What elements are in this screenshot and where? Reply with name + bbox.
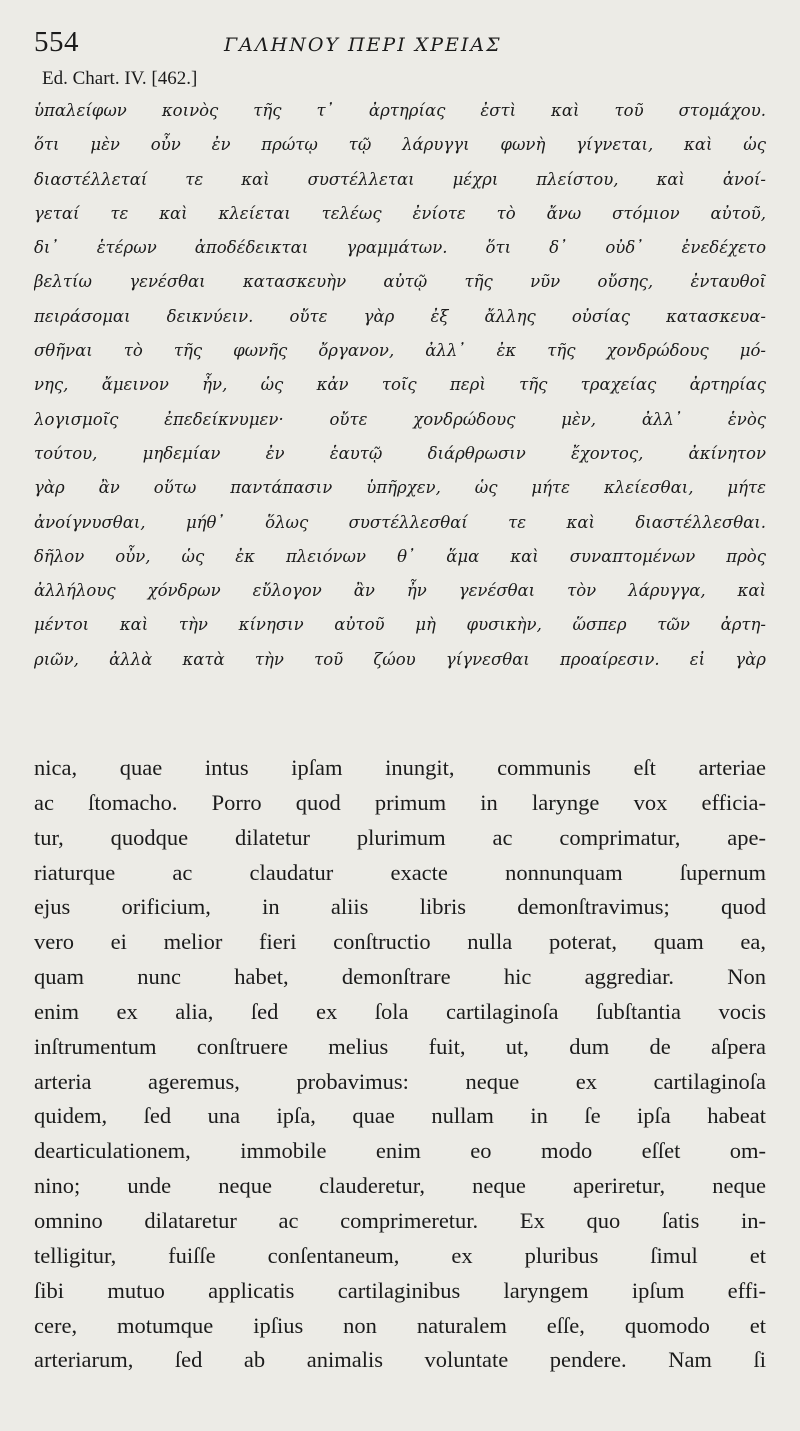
- greek-line: ριῶν, ἀλλὰ κατὰ τὴν τοῦ ζώου γίγνεσθαι προαίρεσιν. εἰ γὰρ: [34, 649, 766, 669]
- greek-line: διαστέλλεταί τε καὶ συστέλλεται μέχρι πλείστου, καὶ ἀνοί-: [34, 169, 766, 189]
- latin-line: enim ex alia, ſed ex ſola cartilaginoſa ſubſtantia vocis: [34, 998, 766, 1024]
- latin-line: nino; unde neque clauderetur, neque aperiretur, neque: [34, 1173, 766, 1199]
- greek-line: ἀλλήλους χόνδρων εὔλογον ἂν ἦν γενέσθαι τὸν λάρυγγα, καὶ: [34, 581, 766, 601]
- page-number: 554: [34, 26, 79, 58]
- latin-line: tur, quodque dilatetur plurimum ac comprimatur, ape-: [34, 824, 766, 850]
- latin-text-block: [34, 751, 766, 1378]
- greek-line: ἀνοίγνυσθαι, μήθ᾽ ὅλως συστέλλεσθαί τε καὶ διαστέλλεσθαι.: [34, 512, 766, 532]
- latin-line: inſtrumentum conſtruere melius fuit, ut, dum de aſpera: [34, 1033, 766, 1059]
- latin-line: quam nunc habet, demonſtrare hic aggrediar. Non: [34, 964, 766, 990]
- greek-line: μέντοι καὶ τὴν κίνησιν αὐτοῦ μὴ φυσικὴν, ὥσπερ τῶν ἀρτη-: [34, 615, 766, 635]
- latin-line: arteria ageremus, probavimus: neque ex cartilaginoſa: [34, 1068, 766, 1094]
- latin-line: vero ei melior fieri conſtructio nulla poterat, quam ea,: [34, 929, 766, 955]
- section-gap: [34, 677, 766, 751]
- greek-line: ὅτι μὲν οὖν ἐν πρώτῳ τῷ λάρυγγι φωνὴ γίγνεται, καὶ ὡς: [34, 135, 766, 155]
- greek-line: πειράσομαι δεικνύειν. οὔτε γὰρ ἐξ ἄλλης οὐσίας κατασκευα-: [34, 306, 766, 326]
- latin-line: dearticulationem, immobile enim eo modo eſſet om-: [34, 1138, 766, 1164]
- latin-line: omnino dilataretur ac comprimeretur. Ex quo ſatis in-: [34, 1208, 766, 1234]
- greek-line: βελτίω γενέσθαι κατασκευὴν αὐτῷ τῆς νῦν οὔσης, ἐνταυθοῖ: [34, 272, 766, 292]
- greek-line: γὰρ ἂν οὕτω παντάπασιν ὑπῆρχεν, ὡς μήτε κλείεσθαι, μήτε: [34, 478, 766, 498]
- latin-line: ſibi mutuo applicatis cartilaginibus laryngem ipſum effi-: [34, 1277, 766, 1303]
- edition-reference: Ed. Chart. IV. [462.]: [42, 68, 198, 89]
- latin-line: riaturque ac claudatur exacte nonnunquam ſupernum: [34, 859, 766, 885]
- running-title: ΓΑΛΗΝΟΥ ΠΕΡΙ ΧΡΕΙΑΣ: [224, 34, 502, 56]
- greek-line: δι᾽ ἑτέρων ἀποδέδεικται γραμμάτων. ὅτι δ᾽ οὐδ᾽ ἐνεδέχετο: [34, 238, 766, 258]
- greek-line: λογισμοῖς ἐπεδείκνυμεν· οὔτε χονδρώδους μὲν, ἀλλ᾽ ἑνὸς: [34, 409, 766, 429]
- page-header: [34, 26, 766, 64]
- latin-line: telligitur, fuiſſe conſentaneum, ex pluribus ſimul et: [34, 1242, 766, 1268]
- latin-line: arteriarum, ſed ab animalis voluntate pendere. Nam ſi: [34, 1347, 766, 1373]
- greek-line: δῆλον οὖν, ὡς ἐκ πλειόνων θ᾽ ἅμα καὶ συναπτομένων πρὸς: [34, 546, 766, 566]
- greek-line: νης, ἄμεινον ἦν, ὡς κἀν τοῖς περὶ τῆς τραχείας ἀρτηρίας: [34, 375, 766, 395]
- greek-line: σθῆναι τὸ τῆς φωνῆς ὄργανον, ἀλλ᾽ ἐκ τῆς χονδρώδους μό-: [34, 341, 766, 361]
- latin-line: nica, quae intus ipſam inungit, communis eſt arteriae: [34, 755, 766, 781]
- latin-line: cere, motumque ipſius non naturalem eſſe, quomodo et: [34, 1312, 766, 1338]
- latin-line: ejus orificium, in aliis libris demonſtravimus; quod: [34, 894, 766, 920]
- greek-line: τούτου, μηδεμίαν ἐν ἑαυτῷ διάρθρωσιν ἔχοντος, ἀκίνητον: [34, 443, 766, 463]
- greek-line: ὑπαλείφων κοινὸς τῆς τ᾽ ἀρτηρίας ἐστὶ καὶ τοῦ στομάχου.: [34, 101, 766, 120]
- greek-text-block: [34, 94, 766, 677]
- greek-line: γεταί τε καὶ κλείεται τελέως ἐνίοτε τὸ ἄνω στόμιον αὐτοῦ,: [34, 203, 766, 223]
- latin-line: quidem, ſed una ipſa, quae nullam in ſe ipſa habeat: [34, 1103, 766, 1129]
- latin-line: ac ſtomacho. Porro quod primum in larynge vox efficia-: [34, 789, 766, 815]
